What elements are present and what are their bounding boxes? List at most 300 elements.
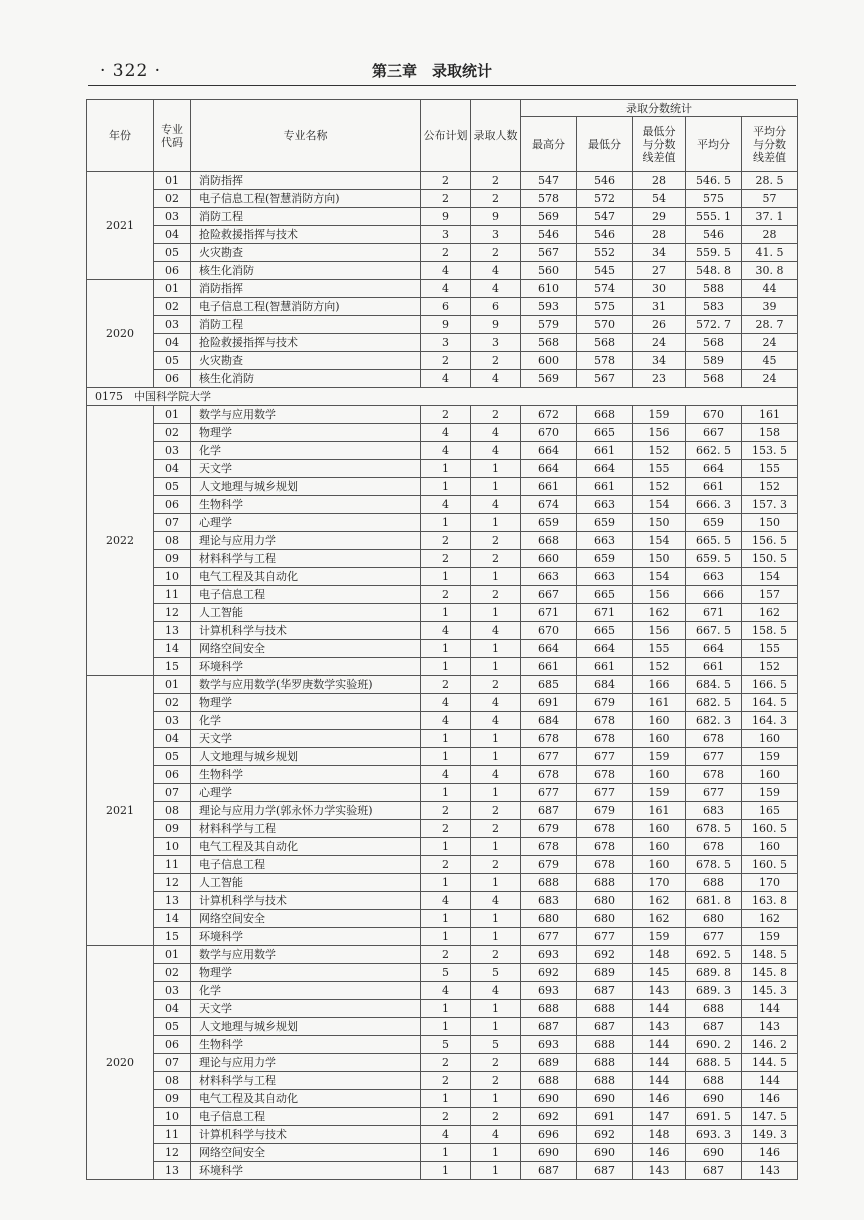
min-score-diff: 159 <box>633 406 686 424</box>
avg-score-diff: 161 <box>742 406 798 424</box>
major-code: 10 <box>154 1108 191 1126</box>
avg-score-diff: 45 <box>742 352 798 370</box>
min-score: 663 <box>577 568 633 586</box>
max-score: 674 <box>521 496 577 514</box>
min-score-diff: 150 <box>633 514 686 532</box>
major-code: 05 <box>154 352 191 370</box>
max-score: 664 <box>521 442 577 460</box>
avg-score-diff: 143 <box>742 1018 798 1036</box>
major-code: 05 <box>154 478 191 496</box>
major-name: 计算机科学与技术 <box>191 892 421 910</box>
admitted-count: 4 <box>471 442 521 460</box>
avg-score: 689. 8 <box>686 964 742 982</box>
min-score-diff: 152 <box>633 442 686 460</box>
table-row <box>87 424 798 442</box>
plan-count: 1 <box>421 568 471 586</box>
admitted-count: 5 <box>471 1036 521 1054</box>
plan-count: 1 <box>421 928 471 946</box>
major-name: 化学 <box>191 712 421 730</box>
header-avg-score: 平均分 <box>686 117 742 172</box>
major-code: 06 <box>154 766 191 784</box>
max-score: 687 <box>521 1162 577 1180</box>
table-row <box>87 1072 798 1090</box>
avg-score: 583 <box>686 298 742 316</box>
avg-score: 682. 5 <box>686 694 742 712</box>
table-row <box>87 370 798 388</box>
table-row <box>87 262 798 280</box>
min-score-diff: 161 <box>633 802 686 820</box>
admitted-count: 2 <box>471 586 521 604</box>
table-row <box>87 1108 798 1126</box>
avg-score-diff: 165 <box>742 802 798 820</box>
min-score: 545 <box>577 262 633 280</box>
admitted-count: 2 <box>471 406 521 424</box>
plan-count: 2 <box>421 550 471 568</box>
major-name: 电气工程及其自动化 <box>191 838 421 856</box>
min-score: 688 <box>577 1000 633 1018</box>
table-row <box>87 334 798 352</box>
max-score: 610 <box>521 280 577 298</box>
major-code: 09 <box>154 1090 191 1108</box>
major-name: 物理学 <box>191 424 421 442</box>
table-row <box>87 1000 798 1018</box>
major-code: 15 <box>154 928 191 946</box>
admitted-count: 2 <box>471 352 521 370</box>
avg-score-diff: 28. 5 <box>742 172 798 190</box>
major-code: 06 <box>154 1036 191 1054</box>
avg-score-diff: 150. 5 <box>742 550 798 568</box>
avg-score: 678 <box>686 838 742 856</box>
min-score: 677 <box>577 784 633 802</box>
major-code: 01 <box>154 172 191 190</box>
plan-count: 1 <box>421 1018 471 1036</box>
min-score-diff: 144 <box>633 1036 686 1054</box>
admitted-count: 2 <box>471 190 521 208</box>
avg-score: 666 <box>686 586 742 604</box>
table-row <box>87 604 798 622</box>
admitted-count: 1 <box>471 1000 521 1018</box>
max-score: 547 <box>521 172 577 190</box>
min-score: 689 <box>577 964 633 982</box>
plan-count: 1 <box>421 730 471 748</box>
admitted-count: 1 <box>471 874 521 892</box>
avg-score: 588 <box>686 280 742 298</box>
admitted-count: 2 <box>471 172 521 190</box>
avg-score: 555. 1 <box>686 208 742 226</box>
major-code: 04 <box>154 1000 191 1018</box>
max-score: 600 <box>521 352 577 370</box>
max-score: 667 <box>521 586 577 604</box>
avg-score-diff: 154 <box>742 568 798 586</box>
avg-score-diff: 24 <box>742 370 798 388</box>
table-body <box>87 172 798 1180</box>
plan-count: 4 <box>421 712 471 730</box>
admitted-count: 4 <box>471 370 521 388</box>
min-score: 688 <box>577 1072 633 1090</box>
max-score: 569 <box>521 370 577 388</box>
major-name: 环境科学 <box>191 658 421 676</box>
max-score: 660 <box>521 550 577 568</box>
avg-score-diff: 160. 5 <box>742 856 798 874</box>
admitted-count: 4 <box>471 1126 521 1144</box>
avg-score: 663 <box>686 568 742 586</box>
major-name: 人文地理与城乡规划 <box>191 478 421 496</box>
admitted-count: 3 <box>471 226 521 244</box>
table-row <box>87 694 798 712</box>
min-score-diff: 154 <box>633 568 686 586</box>
avg-score-diff: 152 <box>742 658 798 676</box>
plan-count: 2 <box>421 172 471 190</box>
plan-count: 5 <box>421 1036 471 1054</box>
min-score-diff: 160 <box>633 766 686 784</box>
avg-score-diff: 158 <box>742 424 798 442</box>
major-name: 电气工程及其自动化 <box>191 568 421 586</box>
avg-score: 572. 7 <box>686 316 742 334</box>
max-score: 687 <box>521 1018 577 1036</box>
min-score: 688 <box>577 1036 633 1054</box>
avg-score: 546 <box>686 226 742 244</box>
min-score: 692 <box>577 1126 633 1144</box>
avg-score-diff: 166. 5 <box>742 676 798 694</box>
min-score: 661 <box>577 658 633 676</box>
avg-score: 559. 5 <box>686 244 742 262</box>
table-row <box>87 496 798 514</box>
table-row <box>87 280 798 298</box>
avg-score: 678 <box>686 766 742 784</box>
min-score: 684 <box>577 676 633 694</box>
avg-score: 671 <box>686 604 742 622</box>
avg-score-diff: 149. 3 <box>742 1126 798 1144</box>
min-score: 547 <box>577 208 633 226</box>
min-score: 687 <box>577 1018 633 1036</box>
min-score: 568 <box>577 334 633 352</box>
max-score: 690 <box>521 1144 577 1162</box>
major-code: 01 <box>154 406 191 424</box>
min-score-diff: 34 <box>633 244 686 262</box>
avg-score: 661 <box>686 658 742 676</box>
plan-count: 2 <box>421 532 471 550</box>
avg-score-diff: 148. 5 <box>742 946 798 964</box>
avg-score-diff: 57 <box>742 190 798 208</box>
min-score: 688 <box>577 874 633 892</box>
min-score: 570 <box>577 316 633 334</box>
admitted-count: 1 <box>471 1144 521 1162</box>
major-code: 12 <box>154 1144 191 1162</box>
min-score-diff: 148 <box>633 946 686 964</box>
major-name: 物理学 <box>191 964 421 982</box>
avg-score-diff: 146 <box>742 1090 798 1108</box>
min-score: 691 <box>577 1108 633 1126</box>
max-score: 696 <box>521 1126 577 1144</box>
major-name: 核生化消防 <box>191 262 421 280</box>
major-name: 数学与应用数学(华罗庚数学实验班) <box>191 676 421 694</box>
avg-score-diff: 28 <box>742 226 798 244</box>
max-score: 677 <box>521 928 577 946</box>
avg-score-diff: 144 <box>742 1072 798 1090</box>
min-score-diff: 29 <box>633 208 686 226</box>
min-score: 688 <box>577 1054 633 1072</box>
avg-score: 689. 3 <box>686 982 742 1000</box>
admitted-count: 1 <box>471 478 521 496</box>
plan-count: 4 <box>421 694 471 712</box>
plan-count: 3 <box>421 334 471 352</box>
avg-score-diff: 158. 5 <box>742 622 798 640</box>
avg-score: 690 <box>686 1090 742 1108</box>
min-score: 678 <box>577 766 633 784</box>
major-name: 电子信息工程 <box>191 856 421 874</box>
table-row <box>87 208 798 226</box>
major-name: 化学 <box>191 982 421 1000</box>
min-score-diff: 160 <box>633 820 686 838</box>
avg-score-diff: 146 <box>742 1144 798 1162</box>
max-score: 683 <box>521 892 577 910</box>
min-score: 659 <box>577 514 633 532</box>
page-number: · 322 · <box>100 61 162 81</box>
avg-score: 683 <box>686 802 742 820</box>
major-name: 材料科学与工程 <box>191 1072 421 1090</box>
plan-count: 1 <box>421 640 471 658</box>
avg-score: 546. 5 <box>686 172 742 190</box>
table-row <box>87 1090 798 1108</box>
plan-count: 2 <box>421 1054 471 1072</box>
major-name: 电子信息工程(智慧消防方向) <box>191 190 421 208</box>
header-min-score: 最低分 <box>577 117 633 172</box>
table-row <box>87 1054 798 1072</box>
max-score: 567 <box>521 244 577 262</box>
admitted-count: 2 <box>471 244 521 262</box>
major-name: 消防指挥 <box>191 172 421 190</box>
max-score: 546 <box>521 226 577 244</box>
avg-score-diff: 147. 5 <box>742 1108 798 1126</box>
major-code: 05 <box>154 244 191 262</box>
table-row <box>87 658 798 676</box>
max-score: 659 <box>521 514 577 532</box>
admitted-count: 4 <box>471 712 521 730</box>
min-score-diff: 155 <box>633 640 686 658</box>
table-row <box>87 460 798 478</box>
plan-count: 2 <box>421 820 471 838</box>
major-code: 08 <box>154 1072 191 1090</box>
major-code: 13 <box>154 892 191 910</box>
avg-score: 666. 3 <box>686 496 742 514</box>
major-code: 06 <box>154 262 191 280</box>
major-code: 03 <box>154 442 191 460</box>
avg-score-diff: 164. 3 <box>742 712 798 730</box>
max-score: 670 <box>521 622 577 640</box>
max-score: 688 <box>521 1000 577 1018</box>
admitted-count: 1 <box>471 748 521 766</box>
table-row <box>87 550 798 568</box>
major-code: 05 <box>154 748 191 766</box>
plan-count: 4 <box>421 982 471 1000</box>
header-rule <box>88 85 796 86</box>
table-row <box>87 226 798 244</box>
table-row <box>87 406 798 424</box>
major-code: 03 <box>154 982 191 1000</box>
max-score: 568 <box>521 334 577 352</box>
major-code: 06 <box>154 496 191 514</box>
min-score-diff: 156 <box>633 586 686 604</box>
min-score: 678 <box>577 712 633 730</box>
major-name: 物理学 <box>191 694 421 712</box>
min-score: 661 <box>577 442 633 460</box>
plan-count: 1 <box>421 1000 471 1018</box>
major-name: 火灾勘查 <box>191 352 421 370</box>
major-name: 理论与应用力学 <box>191 1054 421 1072</box>
avg-score: 575 <box>686 190 742 208</box>
major-code: 08 <box>154 802 191 820</box>
avg-score: 684. 5 <box>686 676 742 694</box>
max-score: 693 <box>521 946 577 964</box>
admitted-count: 2 <box>471 802 521 820</box>
header-major-name: 专业名称 <box>191 100 421 172</box>
min-score-diff: 159 <box>633 928 686 946</box>
max-score: 677 <box>521 784 577 802</box>
avg-score-diff: 157 <box>742 586 798 604</box>
avg-score: 693. 3 <box>686 1126 742 1144</box>
max-score: 664 <box>521 460 577 478</box>
major-code: 10 <box>154 568 191 586</box>
major-name: 抢险救援指挥与技术 <box>191 226 421 244</box>
major-code: 07 <box>154 1054 191 1072</box>
avg-score-diff: 146. 2 <box>742 1036 798 1054</box>
major-name: 心理学 <box>191 514 421 532</box>
avg-score-diff: 155 <box>742 460 798 478</box>
min-score-diff: 156 <box>633 424 686 442</box>
table-row <box>87 964 798 982</box>
header-admitted: 录取人数 <box>471 100 521 172</box>
min-score: 575 <box>577 298 633 316</box>
major-name: 消防工程 <box>191 208 421 226</box>
avg-score: 568 <box>686 370 742 388</box>
avg-score: 589 <box>686 352 742 370</box>
table-row <box>87 172 798 190</box>
avg-score: 664 <box>686 460 742 478</box>
table-row <box>87 1144 798 1162</box>
admitted-count: 4 <box>471 262 521 280</box>
max-score: 663 <box>521 568 577 586</box>
major-code: 02 <box>154 424 191 442</box>
plan-count: 2 <box>421 1108 471 1126</box>
max-score: 690 <box>521 1090 577 1108</box>
major-name: 人文地理与城乡规划 <box>191 1018 421 1036</box>
table-row <box>87 532 798 550</box>
min-score-diff: 146 <box>633 1144 686 1162</box>
major-code: 04 <box>154 460 191 478</box>
plan-count: 4 <box>421 766 471 784</box>
avg-score: 678. 5 <box>686 820 742 838</box>
admission-table-wrapper <box>86 99 798 1180</box>
major-name: 数学与应用数学 <box>191 946 421 964</box>
avg-score-diff: 160 <box>742 766 798 784</box>
max-score: 678 <box>521 766 577 784</box>
avg-score: 548. 8 <box>686 262 742 280</box>
table-row <box>87 982 798 1000</box>
major-code: 10 <box>154 838 191 856</box>
major-name: 核生化消防 <box>191 370 421 388</box>
major-code: 14 <box>154 910 191 928</box>
major-name: 计算机科学与技术 <box>191 622 421 640</box>
avg-score-diff: 160. 5 <box>742 820 798 838</box>
avg-score: 691. 5 <box>686 1108 742 1126</box>
admitted-count: 1 <box>471 640 521 658</box>
min-score: 679 <box>577 694 633 712</box>
admitted-count: 1 <box>471 1018 521 1036</box>
header-score-group: 录取分数统计 <box>521 100 798 117</box>
admitted-count: 4 <box>471 982 521 1000</box>
header-code: 专业代码 <box>154 100 191 172</box>
major-code: 06 <box>154 370 191 388</box>
admitted-count: 3 <box>471 334 521 352</box>
min-score-diff: 26 <box>633 316 686 334</box>
min-score-diff: 23 <box>633 370 686 388</box>
admitted-count: 1 <box>471 460 521 478</box>
table-row <box>87 676 798 694</box>
admitted-count: 1 <box>471 730 521 748</box>
min-score: 664 <box>577 640 633 658</box>
major-code: 07 <box>154 784 191 802</box>
max-score: 579 <box>521 316 577 334</box>
admitted-count: 2 <box>471 1054 521 1072</box>
major-code: 04 <box>154 226 191 244</box>
max-score: 671 <box>521 604 577 622</box>
table-row <box>87 1018 798 1036</box>
table-row <box>87 352 798 370</box>
plan-count: 1 <box>421 658 471 676</box>
min-score-diff: 156 <box>633 622 686 640</box>
admitted-count: 1 <box>471 568 521 586</box>
plan-count: 1 <box>421 478 471 496</box>
major-name: 理论与应用力学(郭永怀力学实验班) <box>191 802 421 820</box>
avg-score-diff: 159 <box>742 784 798 802</box>
min-score: 680 <box>577 892 633 910</box>
max-score: 560 <box>521 262 577 280</box>
plan-count: 2 <box>421 1072 471 1090</box>
min-score-diff: 144 <box>633 1054 686 1072</box>
avg-score-diff: 143 <box>742 1162 798 1180</box>
table-row <box>87 568 798 586</box>
min-score-diff: 144 <box>633 1000 686 1018</box>
min-score-diff: 160 <box>633 712 686 730</box>
min-score: 680 <box>577 910 633 928</box>
admitted-count: 2 <box>471 946 521 964</box>
max-score: 593 <box>521 298 577 316</box>
min-score-diff: 159 <box>633 784 686 802</box>
major-code: 12 <box>154 604 191 622</box>
admission-statistics-table <box>86 99 798 1180</box>
min-score-diff: 28 <box>633 226 686 244</box>
avg-score-diff: 28. 7 <box>742 316 798 334</box>
plan-count: 1 <box>421 1144 471 1162</box>
admitted-count: 4 <box>471 694 521 712</box>
min-score: 690 <box>577 1090 633 1108</box>
admitted-count: 4 <box>471 622 521 640</box>
admitted-count: 1 <box>471 910 521 928</box>
table-row <box>87 478 798 496</box>
major-name: 电子信息工程 <box>191 586 421 604</box>
major-name: 人工智能 <box>191 874 421 892</box>
min-score-diff: 145 <box>633 964 686 982</box>
max-score: 691 <box>521 694 577 712</box>
year-cell: 2021 <box>87 676 154 946</box>
avg-score-diff: 162 <box>742 604 798 622</box>
major-name: 电子信息工程 <box>191 1108 421 1126</box>
year-cell: 2020 <box>87 280 154 388</box>
admitted-count: 4 <box>471 766 521 784</box>
major-code: 04 <box>154 334 191 352</box>
plan-count: 1 <box>421 874 471 892</box>
avg-score: 677 <box>686 784 742 802</box>
